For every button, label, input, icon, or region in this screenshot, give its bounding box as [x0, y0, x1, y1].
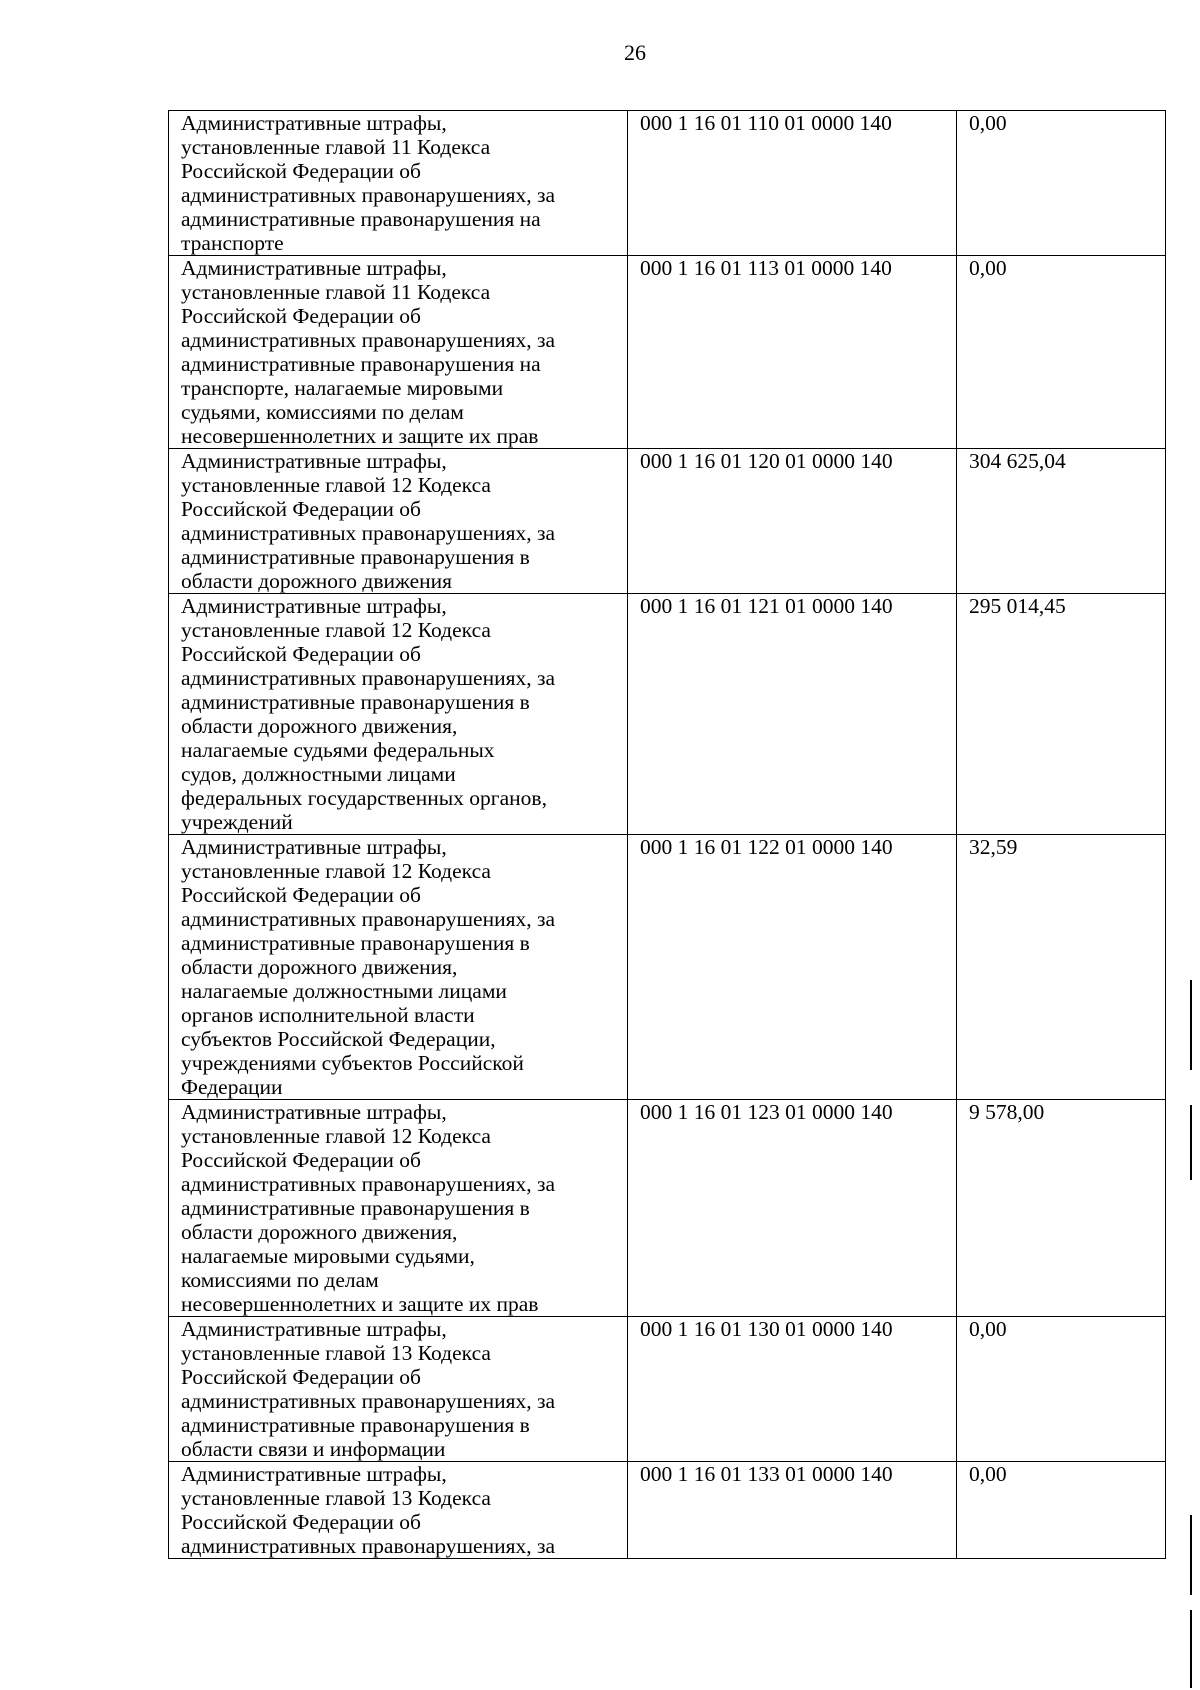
- revenue-name-line: несовершеннолетних и защите их прав: [181, 424, 539, 448]
- table-row: [169, 111, 1166, 256]
- revenue-name-line: Административные штрафы,: [181, 1100, 447, 1124]
- revenue-name-line: административные правонарушения в: [181, 545, 530, 569]
- revenue-name-line: административных правонарушениях, за: [181, 521, 556, 545]
- revenue-name-line: Российской Федерации об: [181, 304, 421, 328]
- revenue-name-line: установленные главой 11 Кодекса: [181, 135, 491, 159]
- budget-code-cell: 000 1 16 01 123 01 0000 140: [628, 1100, 957, 1317]
- page-number: 26: [624, 40, 646, 65]
- table-row: [169, 1317, 1166, 1462]
- table-row: [169, 449, 1166, 594]
- revenue-name-line: административных правонарушениях, за: [181, 907, 556, 931]
- revenue-name-line: административные правонарушения в: [181, 690, 530, 714]
- revenue-name-cell: [169, 594, 628, 835]
- revenue-name-line: административные правонарушения в: [181, 1413, 530, 1437]
- revenue-name-line: судов, должностными лицами: [181, 762, 456, 786]
- revenue-name-cell: [169, 1317, 628, 1462]
- budget-code-cell: 000 1 16 01 110 01 0000 140: [628, 111, 957, 256]
- revenue-name-line: Российской Федерации об: [181, 159, 421, 183]
- revenue-name-cell: [169, 449, 628, 594]
- revenue-name-cell: [169, 1462, 628, 1559]
- amount-cell: 0,00: [957, 1317, 1166, 1462]
- table-row: [169, 256, 1166, 449]
- revenue-name-line: Административные штрафы,: [181, 594, 447, 618]
- revenue-name-line: Российской Федерации об: [181, 1510, 421, 1534]
- revenue-name-line: установленные главой 12 Кодекса: [181, 618, 491, 642]
- amount-cell: 32,59: [957, 835, 1166, 1100]
- revenue-name-line: области связи и информации: [181, 1437, 446, 1461]
- budget-code-cell: 000 1 16 01 113 01 0000 140: [628, 256, 957, 449]
- scan-artifact: [1190, 1105, 1192, 1180]
- revenue-name-line: Российской Федерации об: [181, 1365, 421, 1389]
- table-row: [169, 1100, 1166, 1317]
- amount-cell: 0,00: [957, 256, 1166, 449]
- revenue-name-line: установленные главой 13 Кодекса: [181, 1341, 491, 1365]
- revenue-name-line: установленные главой 13 Кодекса: [181, 1486, 491, 1510]
- revenue-name-line: Административные штрафы,: [181, 835, 447, 859]
- revenue-name-line: области дорожного движения,: [181, 1220, 458, 1244]
- revenue-name-line: федеральных государственных органов,: [181, 786, 547, 810]
- revenue-name-line: учреждениями субъектов Российской: [181, 1051, 524, 1075]
- revenue-name-line: Административные штрафы,: [181, 1462, 447, 1486]
- revenue-name-line: учреждений: [181, 810, 293, 834]
- revenue-name-cell: [169, 1100, 628, 1317]
- revenue-name-line: административных правонарушениях, за: [181, 1389, 556, 1413]
- revenue-name-line: установленные главой 11 Кодекса: [181, 280, 491, 304]
- budget-code-cell: 000 1 16 01 133 01 0000 140: [628, 1462, 957, 1559]
- revenue-name-line: комиссиями по делам: [181, 1268, 379, 1292]
- revenue-name-line: Российской Федерации об: [181, 1148, 421, 1172]
- budget-code-cell: 000 1 16 01 120 01 0000 140: [628, 449, 957, 594]
- revenue-name-line: административные правонарушения в: [181, 1196, 530, 1220]
- revenue-name-line: транспорте, налагаемые мировыми: [181, 376, 504, 400]
- revenue-name-line: установленные главой 12 Кодекса: [181, 1124, 491, 1148]
- revenue-name-line: Российской Федерации об: [181, 497, 421, 521]
- scan-artifact: [1190, 1515, 1192, 1595]
- revenue-name-line: Административные штрафы,: [181, 449, 447, 473]
- revenue-name-line: административных правонарушениях, за: [181, 666, 556, 690]
- revenue-name-line: налагаемые судьями федеральных: [181, 738, 495, 762]
- revenue-name-line: установленные главой 12 Кодекса: [181, 859, 491, 883]
- scan-artifact: [1190, 980, 1192, 1070]
- revenue-name-line: Административные штрафы,: [181, 256, 447, 280]
- revenue-name-line: области дорожного движения,: [181, 714, 458, 738]
- revenue-name-line: административных правонарушениях, за: [181, 328, 556, 352]
- revenue-name-line: административные правонарушения в: [181, 931, 530, 955]
- revenue-name-line: установленные главой 12 Кодекса: [181, 473, 491, 497]
- revenue-name-line: Административные штрафы,: [181, 1317, 447, 1341]
- budget-code-cell: 000 1 16 01 121 01 0000 140: [628, 594, 957, 835]
- scan-artifact: [1190, 1610, 1192, 1688]
- budget-code-cell: 000 1 16 01 122 01 0000 140: [628, 835, 957, 1100]
- amount-cell: 0,00: [957, 111, 1166, 256]
- revenue-name-line: административные правонарушения на: [181, 207, 541, 231]
- amount-cell: 0,00: [957, 1462, 1166, 1559]
- table-row: [169, 594, 1166, 835]
- revenue-name-cell: [169, 835, 628, 1100]
- revenue-name-line: области дорожного движения: [181, 569, 453, 593]
- amount-cell: 304 625,04: [957, 449, 1166, 594]
- revenue-name-line: административных правонарушениях, за: [181, 1534, 556, 1558]
- revenue-name-line: административные правонарушения на: [181, 352, 541, 376]
- revenue-name-line: административных правонарушениях, за: [181, 1172, 556, 1196]
- table-body: [169, 111, 1166, 1559]
- revenue-name-line: несовершеннолетних и защите их прав: [181, 1292, 539, 1316]
- table-row: [169, 1462, 1166, 1559]
- revenue-name-cell: [169, 111, 628, 256]
- revenue-name-line: налагаемые должностными лицами: [181, 979, 507, 1003]
- revenue-name-line: административных правонарушениях, за: [181, 183, 556, 207]
- amount-cell: 295 014,45: [957, 594, 1166, 835]
- revenue-name-line: Административные штрафы,: [181, 111, 447, 135]
- revenue-name-line: органов исполнительной власти: [181, 1003, 475, 1027]
- revenue-name-line: субъектов Российской Федерации,: [181, 1027, 496, 1051]
- revenue-name-line: Российской Федерации об: [181, 883, 421, 907]
- table-row: [169, 835, 1166, 1100]
- revenue-name-line: транспорте: [181, 231, 284, 255]
- revenue-name-line: судьями, комиссиями по делам: [181, 400, 464, 424]
- revenue-name-line: налагаемые мировыми судьями,: [181, 1244, 475, 1268]
- revenue-name-line: Российской Федерации об: [181, 642, 421, 666]
- revenue-name-line: Федерации: [181, 1075, 283, 1099]
- revenue-name-cell: [169, 256, 628, 449]
- amount-cell: 9 578,00: [957, 1100, 1166, 1317]
- budget-revenue-table: [168, 110, 1166, 1559]
- revenue-name-line: области дорожного движения,: [181, 955, 458, 979]
- budget-code-cell: 000 1 16 01 130 01 0000 140: [628, 1317, 957, 1462]
